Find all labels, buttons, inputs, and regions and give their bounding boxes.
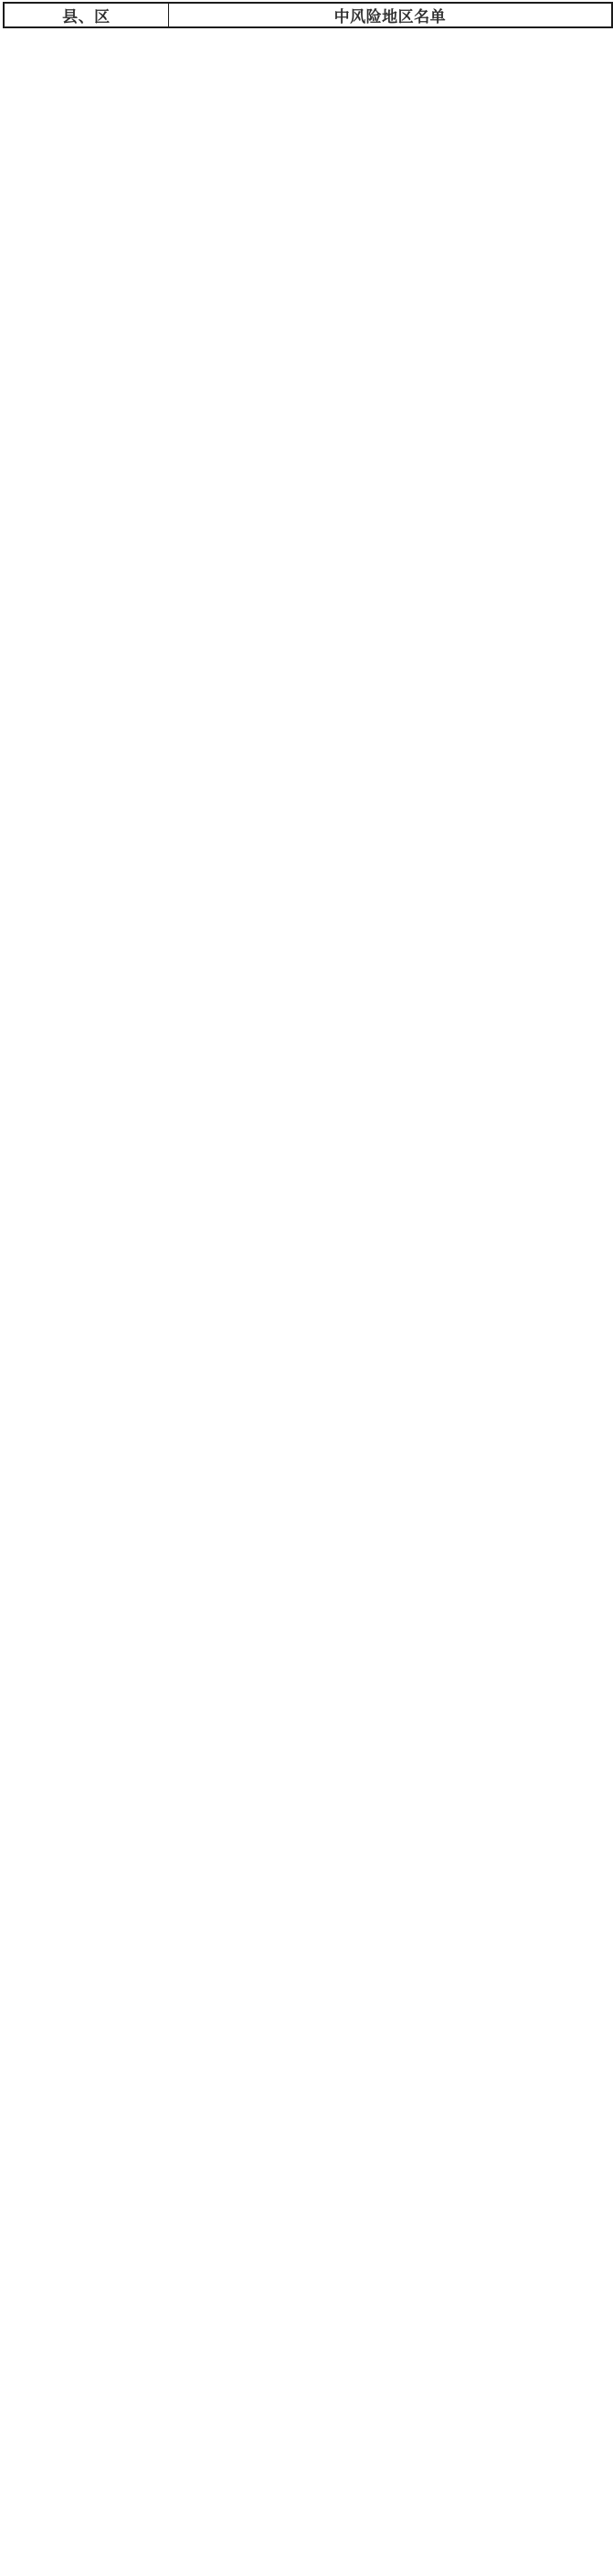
table-header: [4, 3, 612, 27]
header-district: 县、区: [4, 3, 168, 27]
risk-area-table: [3, 2, 613, 28]
risk-area-table-container: [3, 2, 613, 28]
header-area-list: 中风险地区名单: [168, 3, 612, 27]
header-row: [4, 3, 612, 27]
